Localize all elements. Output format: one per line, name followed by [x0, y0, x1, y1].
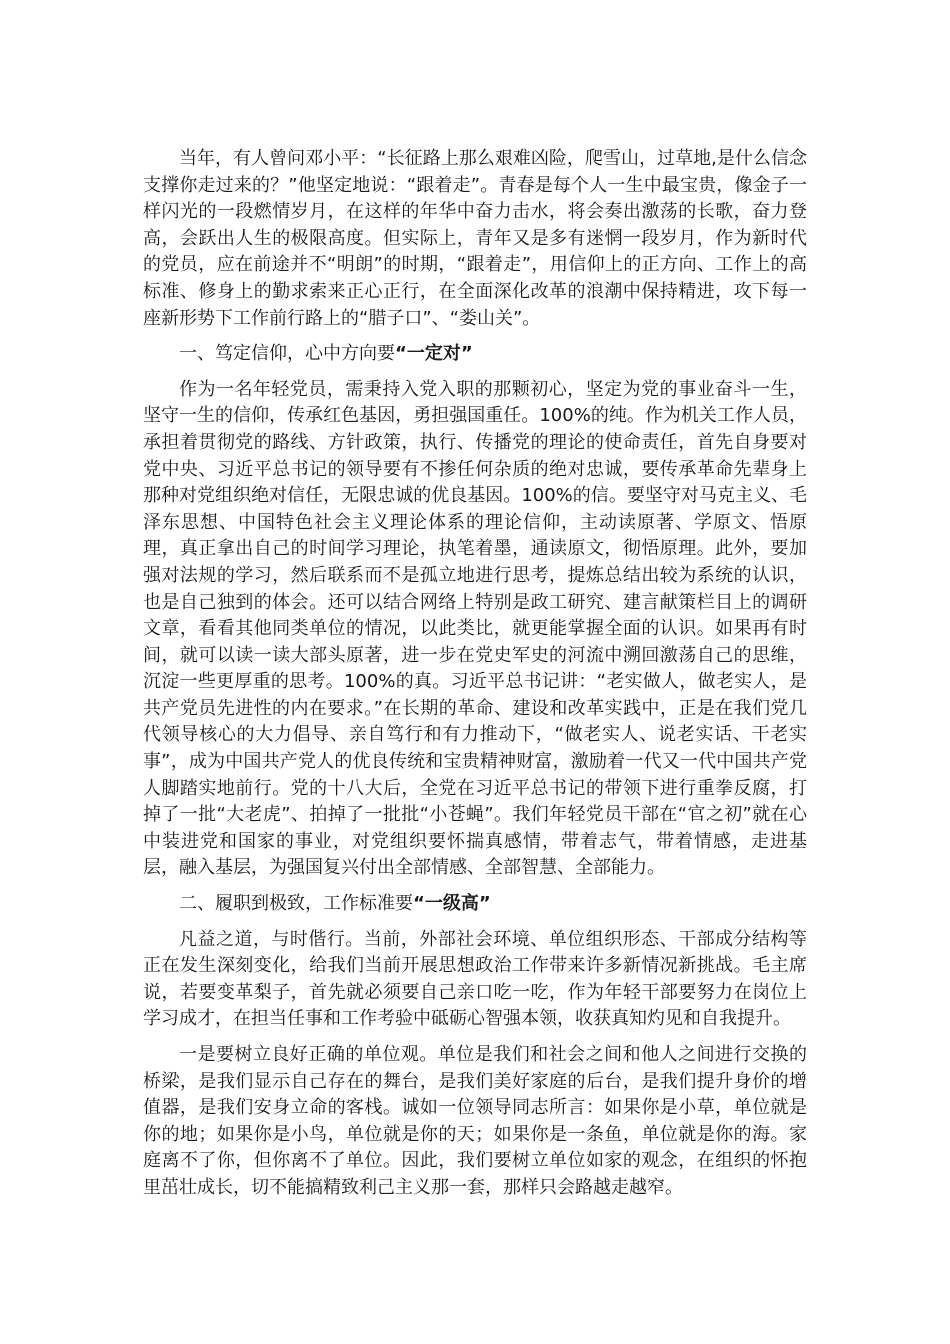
section-heading-1-quote: “一定对” — [395, 343, 473, 365]
section-heading-2-quote: “一级高” — [413, 893, 491, 915]
paragraph-intro: 当年，有人曾问邓小平：“长征路上那么艰难凶险，爬雪山，过草地,是什么信念支撑你走过来的？”他坚定地说：“跟着走”。青春是每个人一生中最宝贵，像金子一样闪光的一段燃情岁月，在这样的年华中奋力击水，将会奏出激荡的长歌，奋力登高，会跃出人生的极限高度。但实际上，青年又是多有迷惘一段岁月，作为新时代的党员，应在前途并不“明朗”的时期，“跟着走”，用信仰上的正方向、工作上的高标准、修身上的勤求索来正心正行，在全面深化改革的浪潮中保持精进，攻下每一座新形势下工作前行路上的“腊子口”、“娄山关”。 — [143, 148, 807, 329]
section-heading-2-text: 二、履职到极致，工作标准要 — [179, 893, 413, 915]
section-heading-1-text: 一、笃定信仰，心中方向要 — [179, 343, 395, 365]
section-heading-1 — [143, 341, 807, 368]
paragraph-section-2: 凡益之道，与时偕行。当前，外部社会环境、单位组织形态、干部成分结构等正在发生深刻变化，给我们当前开展思想政治工作带来许多新情况新挑战。毛主席说，若要变革梨子，首先就必须要自己亲口吃一吃，作为年轻干部要努力在岗位上学习成才，在担当任事和工作考验中砥砺心智强本领，收获真知灼见和自我提升。 — [143, 928, 807, 1030]
section-heading-2 — [143, 891, 807, 918]
paragraph-unit-view: 一是要树立良好正确的单位观。单位是我们和社会之间和他人之间进行交换的桥梁，是我们显示自己存在的舞台，是我们美好家庭的后台，是我们提升身价的增值器，是我们安身立命的客栈。诚如一位领导同志所言：如果你是小草，单位就是你的地；如果你是小鸟，单位就是你的天；如果你是一条鱼，单位就是你的海。家庭离不了你，但你离不了单位。因此，我们要树立单位如家的观念，在组织的怀抱里茁壮成长，切不能搞精致利己主义那一套，那样只会路越走越窄。 — [143, 1044, 807, 1198]
document-body — [143, 146, 807, 1211]
paragraph-section-1: 作为一名年轻党员，需秉持入党入职的那颗初心，坚定为党的事业奋斗一生，坚守一生的信仰，传承红色基因，勇担强国重任。100%的纯。作为机关工作人员，承担着贯彻党的路线、方针政策，执行、传播党的理论的使命责任，首先自身要对党中央、习近平总书记的领导要有不掺任何杂质的绝对忠诚，要传承革命先辈身上那种对党组织绝对信任，无限忠诚的优良基因。100%的信。要坚守对马克主义、毛泽东思想、中国特色社会主义理论体系的理论信仰，主动读原著、学原文、悟原理，真正拿出自己的时间学习理论，执笔着墨，通读原文，彻悟原理。此外，要加强对法规的学习，然后联系而不是孤立地进行思考，提炼总结出较为系统的认识，也是自己独到的体会。还可以结合网络上特别是政工研究、建言献策栏目上的调研文章，看看其他同类单位的情况，以此类比，就更能掌握全面的认识。如果再有时间，就可以读一读大部头原著，进一步在党史军史的河流中溯回激荡自己的思维，沉淀一些更厚重的思考。100%的真。习近平总书记讲：“老实做人，做老实人，是共产党员先进性的内在要求。”在长期的革命、建设和改革实践中，正是在我们党几代领导核心的大力倡导、亲自笃行和有力推动下，“做老实人、说老实话、干老实事”，成为中国共产党人的优良传统和宝贵精神财富，激励着一代又一代中国共产党人脚踏实地前行。党的十八大后，全党在习近平总书记的带领下进行重拳反腐，打掉了一批“大老虎”、拍掉了一批批“小苍蝇”。我们年轻党员干部在“官之初”就在心中装进党和国家的事业，对党组织要怀揣真感情，带着志气，带着情感，走进基层，融入基层，为强国复兴付出全部情感、全部智慧、全部能力。 — [143, 378, 807, 879]
